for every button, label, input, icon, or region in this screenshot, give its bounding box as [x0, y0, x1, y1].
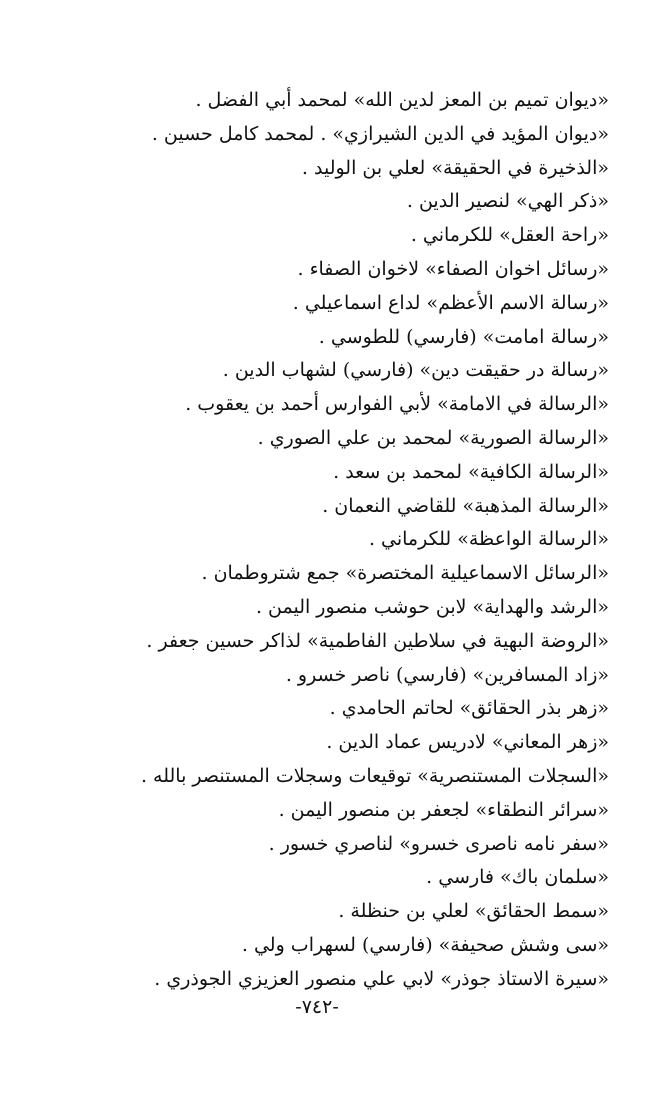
- bibliography-entry: «الرسالة في الامامة» لأبي الفوارس أحمد بن يعقوب .: [185, 393, 609, 416]
- bibliography-entry: «الرسائل الاسماعيلية المختصرة» جمع شتروطمان .: [201, 562, 609, 585]
- bibliography-entry: «الرشد والهداية» لابن حوشب منصور اليمن .: [255, 595, 609, 618]
- bibliography-entry: «رسالة در حقيقت دين» (فارسي) لشهاب الدين .: [222, 359, 609, 382]
- bibliography-entry: «رسالة الاسم الأعظم» لداع اسماعيلي .: [292, 291, 609, 314]
- bibliography-entry: «ديوان تميم بن المعز لدين الله» لمحمد أبي الفضل .: [195, 89, 609, 111]
- bibliography-entry: «ديوان المؤيد في الدين الشيرازي» . لمحمد كامل حسين .: [151, 122, 609, 145]
- bibliography-entry: «الرسالة الكافية» لمحمد بن سعد .: [333, 460, 609, 483]
- bibliography-entry: «زاد المسافرين» (فارسي) ناصر خسرو .: [285, 663, 609, 686]
- page-number: -٧٤٢-: [295, 996, 339, 1018]
- bibliography-entry: «سيرة الاستاذ جوذر» لابي علي منصور العزيزي الجوذري .: [154, 967, 609, 990]
- bibliography-list: [49, 84, 609, 997]
- bibliography-entry: «الرسالة المذهبة» للقاضي النعمان .: [322, 494, 609, 517]
- bibliography-entry: «سلمان باك» فارسي .: [426, 866, 609, 889]
- bibliography-entry: «الروضة البهية في سلاطين الفاطمية» لذاكر حسين جعفر .: [146, 629, 609, 652]
- bibliography-entry: «الرسالة الصورية» لمحمد بن علي الصوري .: [257, 426, 609, 449]
- bibliography-entry: «راحة العقل» للكرماني .: [410, 224, 609, 247]
- bibliography-entry: «سمط الحقائق» لعلي بن حنظلة .: [338, 900, 609, 923]
- bibliography-entry: «الذخيرة في الحقيقة» لعلي بن الوليد .: [301, 156, 609, 179]
- bibliography-entry: «سرائر النطقاء» لجعفر بن منصور اليمن .: [278, 798, 609, 821]
- bibliography-entry: «رسائل اخوان الصفاء» لاخوان الصفاء .: [297, 257, 609, 280]
- bibliography-entry: «الرسالة الواعظة» للكرماني .: [368, 528, 609, 551]
- bibliography-entry: «زهر المعاني» لادريس عماد الدين .: [326, 731, 609, 754]
- bibliography-entry: «ذكر الهي» لنصير الدين .: [406, 190, 609, 213]
- bibliography-entry: «سفر نامه ناصرى خسرو» لناصري خسور .: [268, 832, 609, 855]
- bibliography-entry: «السجلات المستنصرية» توقيعات وسجلات المستنصر بالله .: [140, 764, 609, 787]
- bibliography-entry: «سى وشش صحيفة» (فارسي) لسهراب ولي .: [241, 933, 609, 956]
- bibliography-entry: «رسالة امامت» (فارسي) للطوسي .: [318, 325, 609, 348]
- bibliography-entry: «زهر بذر الحقائق» لحاتم الحامدي .: [329, 697, 609, 720]
